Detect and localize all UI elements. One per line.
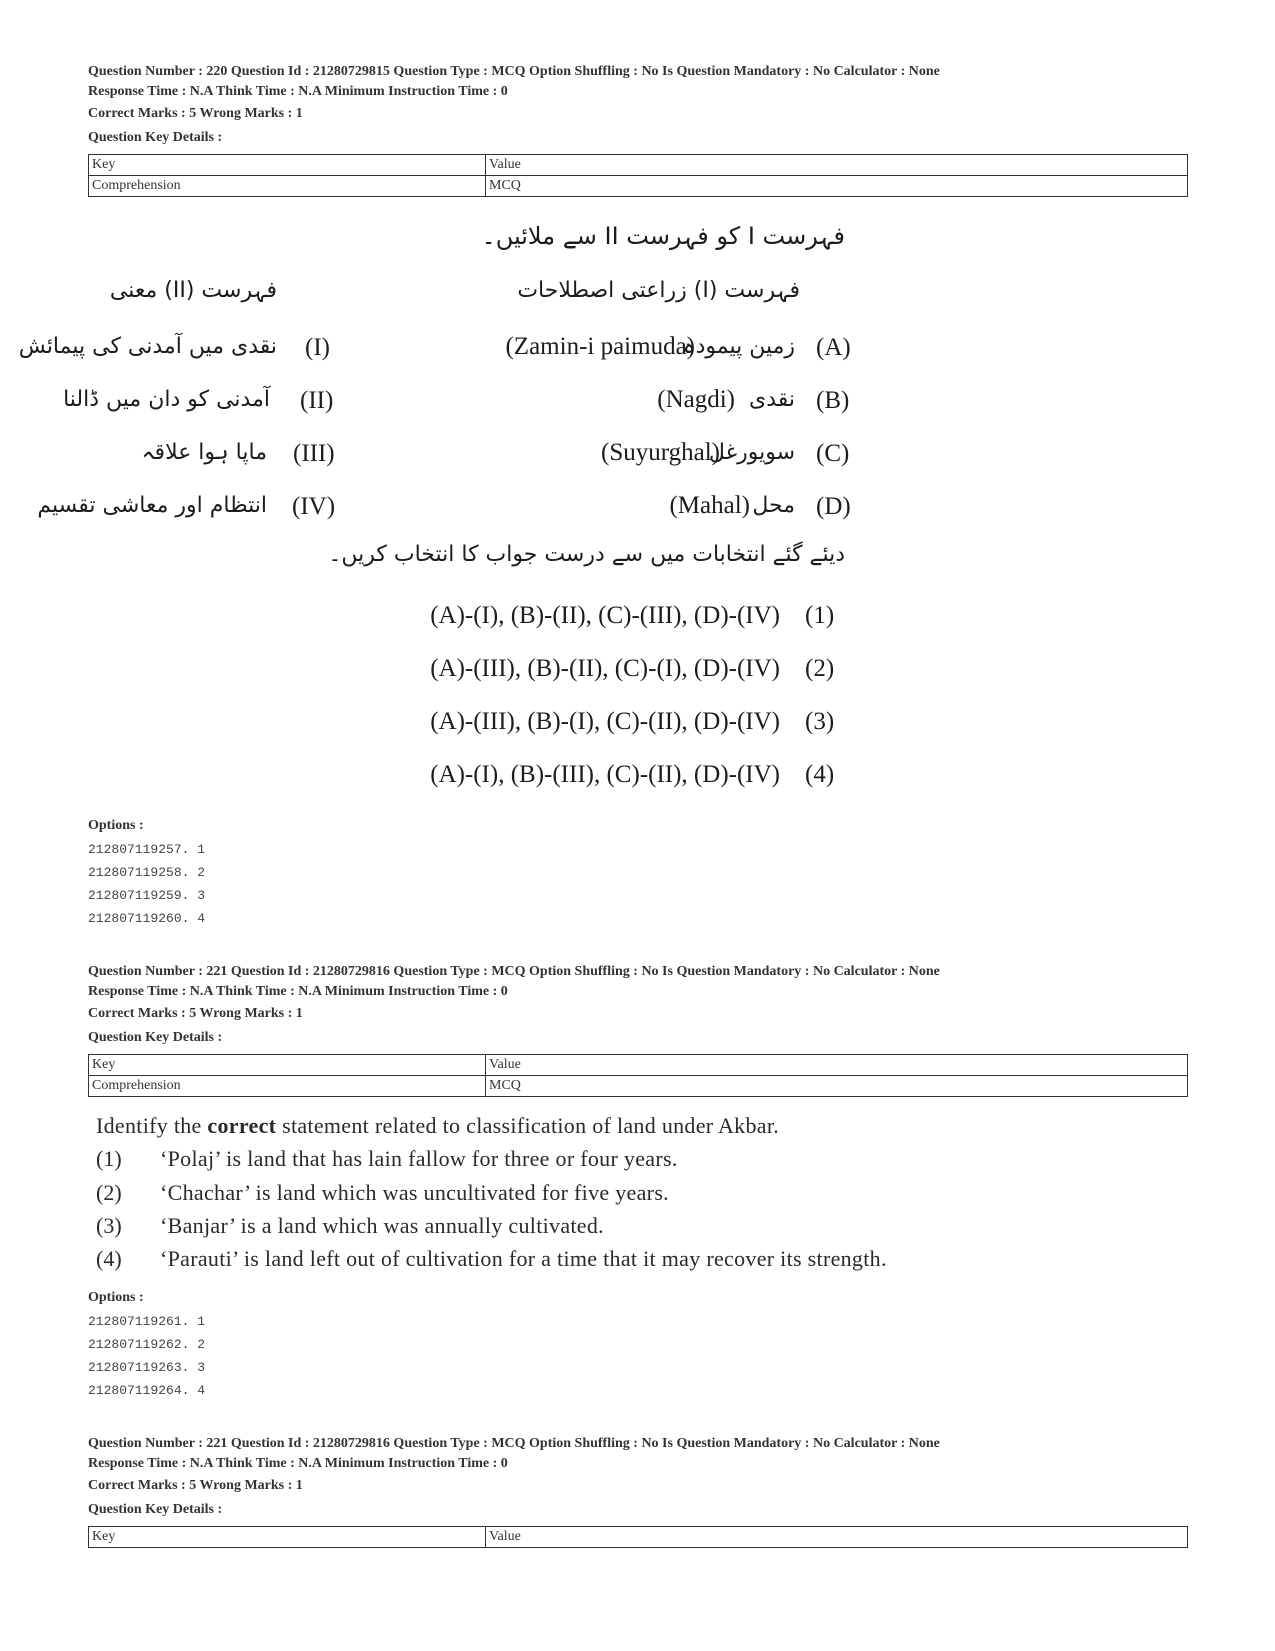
statement-text: ‘Parauti’ is land left out of cultivation for a time that it may recover its strength. — [160, 1246, 887, 1271]
key-cell: Comprehension — [89, 1076, 486, 1097]
choice-number: (4) — [805, 761, 835, 788]
q221-key-table — [88, 1054, 1188, 1097]
q221-meta-line2: Response Time : N.A Think Time : N.A Minimum Instruction Time : 0 — [88, 984, 508, 999]
q221-key-details-label: Question Key Details : — [88, 1030, 223, 1045]
q221-meta-line1: Question Number : 221 Question Id : 21280729816 Question Type : MCQ Option Shuffling : No Is Question Mandatory : No Calculator : None — [88, 964, 940, 979]
choice-number: (2) — [805, 655, 835, 682]
q221b-key-details-label: Question Key Details : — [88, 1502, 223, 1517]
list2-mark: (II) — [300, 387, 334, 414]
option-id: 212807119258. 2 — [88, 865, 206, 880]
q221b-meta-line1: Question Number : 221 Question Id : 21280729816 Question Type : MCQ Option Shuffling : No Is Question Mandatory : No Calculator : None — [88, 1436, 940, 1451]
choice-text: (A)-(I), (B)-(II), (C)-(III), (D)-(IV) — [430, 602, 780, 629]
list2-mark: (I) — [305, 334, 330, 361]
option-id: 212807119260. 4 — [88, 911, 206, 926]
list2-urdu: آمدنی کو دان میں ڈالنا — [63, 387, 270, 412]
list1-urdu: زمین پیمودہ — [682, 334, 795, 359]
list1-eng: (Mahal) — [669, 492, 750, 519]
statement-number: (1) — [96, 1146, 122, 1171]
value-header: Value — [486, 155, 1188, 176]
stem-pre: Identify the — [96, 1113, 208, 1138]
list2-mark: (III) — [293, 440, 335, 467]
q221-marks: Correct Marks : 5 Wrong Marks : 1 — [88, 1006, 303, 1021]
q220-meta-line2: Response Time : N.A Think Time : N.A Minimum Instruction Time : 0 — [88, 84, 508, 99]
choice-number: (3) — [805, 708, 835, 735]
option-id: 212807119263. 3 — [88, 1360, 206, 1375]
list1-mark: (B) — [816, 387, 850, 414]
value-cell: MCQ — [486, 176, 1188, 197]
choice-text: (A)-(III), (B)-(II), (C)-(I), (D)-(IV) — [430, 655, 780, 682]
option-id: 212807119257. 1 — [88, 842, 206, 857]
q221b-meta-line2: Response Time : N.A Think Time : N.A Minimum Instruction Time : 0 — [88, 1456, 508, 1471]
option-id: 212807119259. 3 — [88, 888, 206, 903]
list2-mark: (IV) — [292, 493, 336, 520]
option-id: 212807119261. 1 — [88, 1314, 206, 1329]
statement-text: ‘Chachar’ is land which was uncultivated for five years. — [160, 1180, 669, 1205]
list2-urdu: ماپا ہوا علاقہ — [141, 440, 267, 465]
list1-eng: (Suyurghal) — [601, 439, 720, 466]
list1-urdu: نقدی — [748, 387, 795, 412]
q221b-key-table — [88, 1526, 1188, 1548]
list1-urdu: محل — [752, 493, 795, 518]
q220-instruction: فہرست I کو فہرست II سے ملائیں۔ — [481, 222, 845, 250]
stem-post: statement related to classification of land under Akbar. — [276, 1113, 780, 1138]
statement-number: (4) — [96, 1246, 122, 1271]
statement-number: (2) — [96, 1180, 122, 1205]
q221b-marks: Correct Marks : 5 Wrong Marks : 1 — [88, 1478, 303, 1493]
list1-eng: (Nagdi) — [657, 386, 735, 413]
q220-marks: Correct Marks : 5 Wrong Marks : 1 — [88, 106, 303, 121]
q220-meta-line1: Question Number : 220 Question Id : 21280729815 Question Type : MCQ Option Shuffling : No Is Question Mandatory : No Calculator : None — [88, 64, 940, 79]
list1-header: فہرست (I) زراعتی اصطلاحات — [517, 278, 800, 303]
choice-text: (A)-(III), (B)-(I), (C)-(II), (D)-(IV) — [430, 708, 780, 735]
q220-options-label: Options : — [88, 818, 144, 833]
value-cell: MCQ — [486, 1076, 1188, 1097]
option-id: 212807119264. 4 — [88, 1383, 206, 1398]
list1-mark: (A) — [816, 334, 851, 361]
key-header: Key — [89, 155, 486, 176]
list1-urdu: سویورغل — [708, 440, 795, 465]
q221-stem — [96, 1113, 779, 1139]
key-header: Key — [89, 1055, 486, 1076]
list2-header: فہرست (II) معنی — [109, 278, 277, 303]
list2-urdu: نقدی میں آمدنی کی پیمائش — [18, 334, 277, 359]
statement-text: ‘Polaj’ is land that has lain fallow for three or four years. — [160, 1146, 678, 1171]
option-id: 212807119262. 2 — [88, 1337, 206, 1352]
list1-eng: (Zamin-i paimuda) — [505, 333, 695, 360]
q221-options-label: Options : — [88, 1290, 144, 1305]
q220-key-details-label: Question Key Details : — [88, 130, 223, 145]
choice-number: (1) — [805, 602, 835, 629]
key-cell: Comprehension — [89, 176, 486, 197]
choice-text: (A)-(I), (B)-(III), (C)-(II), (D)-(IV) — [430, 761, 780, 788]
stem-bold: correct — [207, 1113, 277, 1138]
statement-number: (3) — [96, 1213, 122, 1238]
list2-urdu: انتظام اور معاشی تقسیم — [37, 493, 267, 518]
value-header: Value — [486, 1527, 1188, 1548]
statement-text: ‘Banjar’ is a land which was annually cultivated. — [160, 1213, 604, 1238]
value-header: Value — [486, 1055, 1188, 1076]
list1-mark: (D) — [816, 493, 851, 520]
key-header: Key — [89, 1527, 486, 1548]
list1-mark: (C) — [816, 440, 850, 467]
q220-choose-instruction: دیئے گئے انتخابات میں سے درست جواب کا انتخاب کریں۔ — [328, 542, 845, 567]
q220-key-table — [88, 154, 1188, 197]
